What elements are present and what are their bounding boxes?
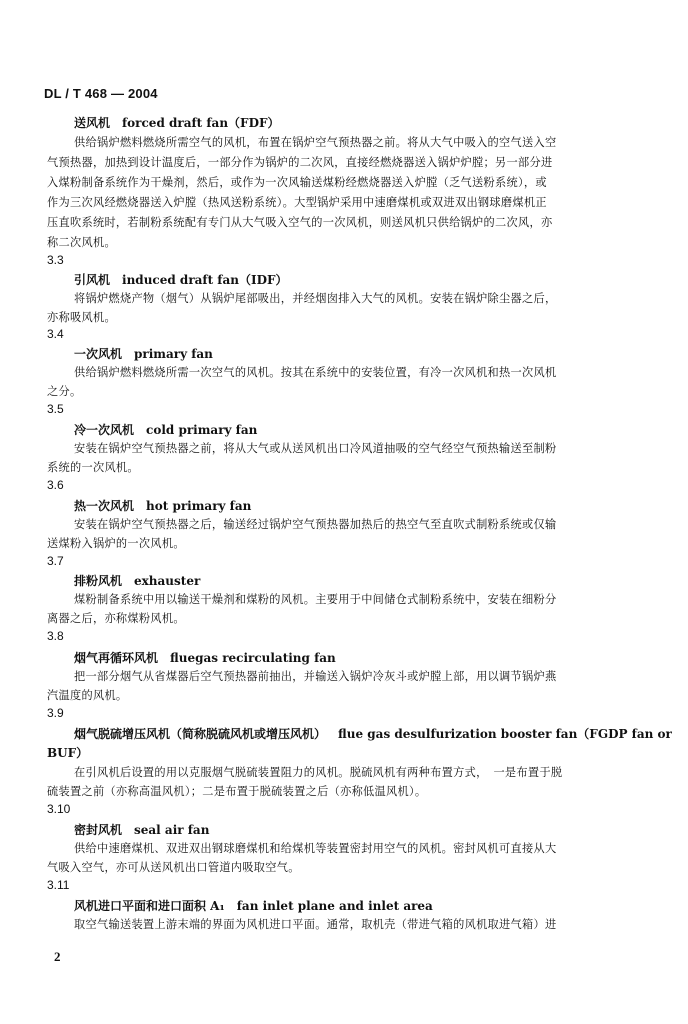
section-number: 3.3 — [47, 253, 64, 267]
term-en: exhauster — [134, 574, 201, 588]
term-title — [74, 497, 251, 514]
section-number: 3.9 — [47, 706, 64, 720]
body-line: 亦称吸风机。 — [47, 311, 116, 324]
term-cn: 热一次风机 — [74, 499, 135, 513]
section-number: 3.11 — [47, 878, 70, 892]
body-line: 之分。 — [47, 385, 82, 398]
body-line: 把一部分烟气从省煤器后空气预热器前抽出，并输送入锅炉冷灰斗或炉膛上部，用以调节锅炉燕 — [74, 670, 557, 683]
term-title-continuation: BUF） — [47, 746, 89, 760]
section-number: 3.6 — [47, 478, 64, 492]
term-title — [74, 897, 433, 914]
body-line: 煤粉制备系统中用以输送干燥剂和煤粉的风机。主要用于中间储仓式制粉系统中，安装在细粉分 — [74, 593, 557, 606]
body-line: 取空气输送装置上游末端的界面为风机进口平面。通常，取机壳（带进气箱的风机取进气箱）进 — [74, 918, 557, 931]
term-cn: 风机进口平面和进口面积 A₁ — [74, 899, 225, 913]
body-line: 入煤粉制备系统作为干燥剂，然后，或作为一次风输送煤粉经燃烧器送入炉膛（乏气送粉系统），或 — [47, 176, 547, 189]
term-title — [74, 821, 209, 838]
term-title — [74, 271, 288, 288]
term-cn: 送风机 — [74, 116, 111, 130]
term-title — [74, 649, 336, 666]
body-line: 将锅炉燃烧产物（烟气）从锅炉尾部吸出，并经烟囱排入大气的风机。安装在锅炉除尘器之后， — [74, 292, 557, 305]
term-en: primary fan — [134, 347, 213, 361]
term-cn: 排粉风机 — [74, 574, 123, 588]
term-en: fan inlet plane and inlet area — [236, 899, 433, 913]
term-en: forced draft fan（FDF） — [122, 116, 280, 130]
term-cn: 冷一次风机 — [74, 423, 135, 437]
body-line: 作为三次风经燃烧器送入炉膛（热风送粉系统）。大型锅炉采用中速磨煤机或双进双出钢球磨煤机正 — [47, 196, 547, 209]
term-en: hot primary fan — [146, 499, 252, 513]
body-line: 安装在锅炉空气预热器之后，输送经过锅炉空气预热器加热后的热空气至直吹式制粉系统或仅输 — [74, 518, 557, 531]
term-cn: 引风机 — [74, 273, 111, 287]
term-cn: 烟气再循环风机 — [74, 651, 159, 665]
term-en: fluegas recirculating fan — [170, 651, 336, 665]
standard-header: DL / T 468 — 2004 — [44, 86, 158, 101]
body-line: 气吸入空气，亦可从送风机出口管道内吸取空气。 — [47, 861, 300, 874]
body-line: 安装在锅炉空气预热器之前，将从大气或从送风机出口冷风道抽吸的空气经空气预热输送至制粉 — [74, 442, 557, 455]
body-line: 气预热器，加热到设计温度后，一部分作为锅炉的二次风，直接经燃烧器送入锅炉炉膛；另一部分进 — [47, 156, 553, 169]
body-line: 供给中速磨煤机、双进双出钢球磨煤机和给煤机等装置密封用空气的风机。密封风机可直接从大 — [74, 842, 557, 855]
section-number: 3.7 — [47, 554, 64, 568]
body-line: 硫装置之前（亦称高温风机）；二是布置于脱硫装置之后（亦称低温风机）。 — [47, 785, 427, 798]
body-line: 离器之后，亦称煤粉风机。 — [47, 612, 185, 625]
body-line: 送煤粉入锅炉的一次风机。 — [47, 537, 185, 550]
body-line: 汽温度的风机。 — [47, 689, 128, 702]
body-line: 供给锅炉燃料燃烧所需一次空气的风机。按其在系统中的安装位置，有冷一次风机和热一次风机 — [74, 366, 557, 379]
term-en: induced draft fan（IDF） — [122, 273, 288, 287]
term-en: cold primary fan — [146, 423, 258, 437]
term-en: flue gas desulfurization booster fan（FGDP fan or — [338, 727, 672, 741]
term-cn: 密封风机 — [74, 823, 123, 837]
page-number: 2 — [54, 949, 61, 964]
body-line: 供给锅炉燃料燃烧所需空气的风机，布置在锅炉空气预热器之前。将从大气中吸入的空气送入空 — [74, 136, 557, 149]
term-cn: 一次风机 — [74, 347, 123, 361]
term-en: seal air fan — [134, 823, 210, 837]
section-number: 3.8 — [47, 629, 64, 643]
body-line: 压直吹系统时，若制粉系统配有专门从大气吸入空气的一次风机，则送风机只供给锅炉的二次风，亦 — [47, 216, 553, 229]
section-number: 3.10 — [47, 802, 71, 816]
section-number: 3.5 — [47, 402, 64, 416]
term-title — [74, 572, 200, 589]
term-title — [74, 345, 213, 362]
term-cn: 烟气脱硫增压风机（简称脱硫风机或增压风机） — [74, 727, 327, 741]
body-line: 在引风机后设置的用以克服烟气脱硫装置阻力的风机。脱硫风机有两种布置方式， 一是布置于脱 — [74, 766, 563, 779]
term-title — [74, 421, 257, 438]
term-title — [74, 114, 280, 131]
term-title — [74, 725, 672, 742]
body-line: 系统的一次风机。 — [47, 461, 139, 474]
section-number: 3.4 — [47, 327, 64, 341]
body-line: 称二次风机。 — [47, 236, 116, 249]
